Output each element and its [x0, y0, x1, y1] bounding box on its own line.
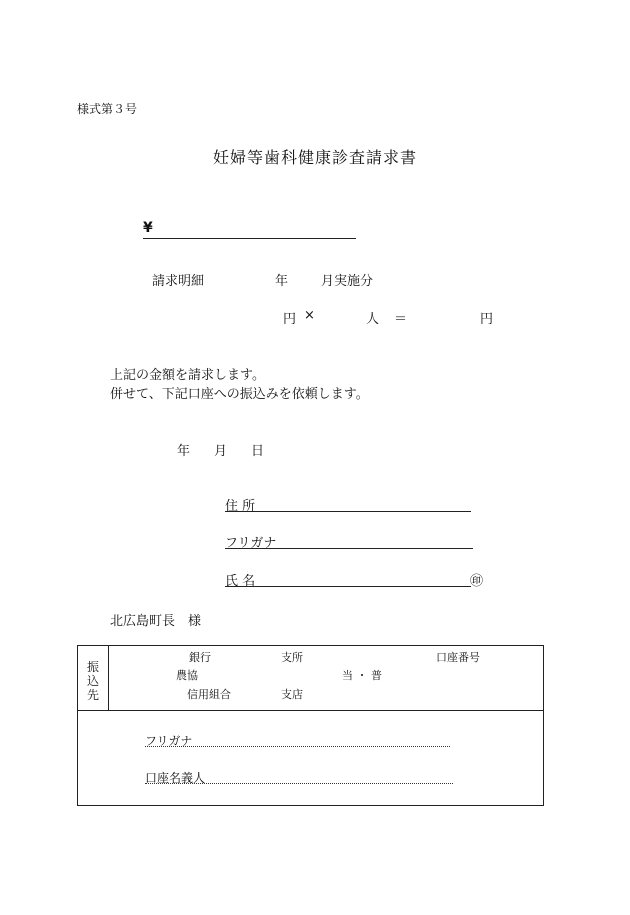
addressee-name: 北広島町長	[110, 614, 176, 629]
seal-icon: ㊞	[469, 574, 483, 589]
bank-label: 銀行	[189, 651, 211, 664]
detail-label: 請求明細	[152, 274, 205, 289]
date-year: 年	[177, 444, 191, 459]
detail-month-implemented: 月実施分	[321, 274, 374, 289]
form-number: 様式第３号	[77, 102, 138, 116]
credit-union-label: 信用組合	[187, 688, 231, 701]
holder-furigana-label: フリガナ	[145, 734, 193, 748]
side-char-3: 先	[86, 688, 99, 702]
holder-furigana-field[interactable]	[145, 730, 450, 747]
date-day: 日	[251, 444, 265, 459]
date-month: 月	[214, 444, 228, 459]
applicant-furigana-field[interactable]	[225, 532, 473, 549]
page-title: 妊婦等歯科健康診査請求書	[212, 148, 417, 167]
transfer-box	[77, 645, 544, 806]
detail-year: 年	[275, 274, 289, 289]
side-char-1: 振	[86, 660, 99, 674]
bank-info-row	[78, 646, 543, 711]
request-line-2: 併せて、下記口座への振込みを依頼します。	[110, 387, 369, 402]
addressee-honorific: 様	[188, 614, 202, 629]
name-label: 氏 名	[225, 574, 256, 589]
yen-symbol: ¥	[143, 220, 153, 236]
branch-office-label: 支所	[281, 651, 303, 664]
times-symbol: ×	[304, 308, 315, 323]
amount-field[interactable]	[143, 222, 356, 239]
transfer-side-label	[78, 646, 109, 710]
name-field[interactable]	[225, 570, 483, 589]
total-yen: 円	[480, 312, 494, 327]
account-holder-label: 口座名義人	[145, 771, 206, 785]
request-line-1: 上記の金額を請求します。	[110, 368, 265, 383]
address-label: 住 所	[225, 499, 256, 514]
account-type: 当 ・ 普	[342, 669, 382, 682]
side-char-2: 込	[86, 674, 99, 688]
persons-unit: 人	[366, 312, 380, 327]
equals-symbol: ＝	[394, 312, 408, 327]
account-holder-field[interactable]	[145, 767, 453, 784]
address-field[interactable]	[225, 495, 471, 512]
account-number-label: 口座番号	[436, 651, 480, 664]
agri-coop-label: 農協	[176, 669, 198, 682]
applicant-furigana-label: フリガナ	[225, 536, 277, 551]
unit-yen: 円	[283, 312, 297, 327]
branch-store-label: 支店	[281, 688, 303, 701]
